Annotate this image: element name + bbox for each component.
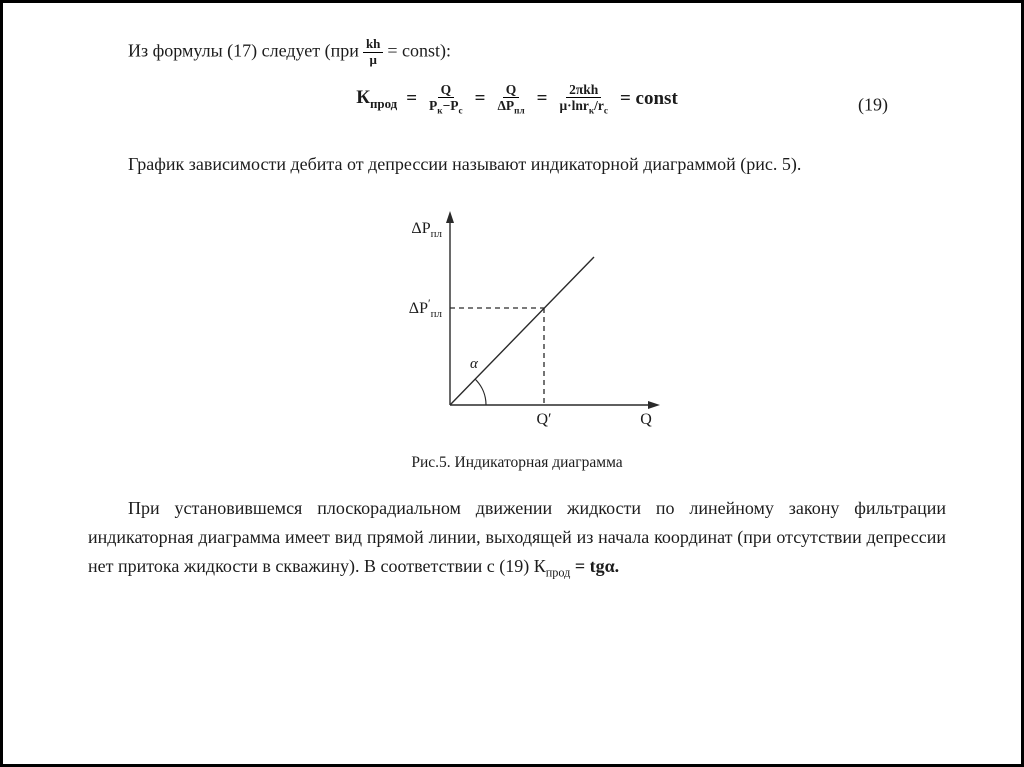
angle-alpha-label: α [470,356,478,373]
y-axis-label-sub: пл [430,228,442,241]
equals-sign: = [406,88,418,110]
fraction-denominator [494,98,527,116]
fraction-numerator: kh [363,37,383,53]
formula-token: /r [594,98,604,114]
k-prod-term [356,87,397,112]
x-axis-label: Q [640,411,652,429]
formula-const: = const [619,88,678,110]
formula-token: −P [442,98,459,114]
point-label-sub: пл [430,308,442,321]
intro-text-before: Из формулы (17) следует (при [128,40,359,61]
indicator-diagram [362,205,672,433]
formula-19-row [88,82,946,128]
indicator-line [450,257,594,405]
intro-text-after: = const): [387,40,452,61]
point-label-prime: ′ [427,296,431,311]
fraction-3 [556,82,611,117]
q-prime-label: Q′ [536,411,552,429]
tg-alpha-formula: = tgα. [570,556,620,577]
fraction-denominator: μ [369,51,377,67]
point-ordinate-label [409,296,443,320]
formula-token: μ·lnr [559,98,589,114]
figure-5 [88,205,946,472]
y-axis-arrow-icon [446,211,454,223]
formula-subscript: с [458,106,463,117]
formula-subscript: пл [514,106,525,117]
formula-token: ΔP [497,98,515,114]
fraction-numerator: Q [503,82,520,99]
formula-subscript: прод [369,95,398,111]
formula-token: К [356,86,370,108]
slide-content [88,37,946,584]
y-axis-label [411,220,442,240]
fraction-2 [494,82,527,117]
figure-caption: Рис.5. Индикаторная диаграмма [411,454,623,472]
formula-token: P [429,98,438,114]
k-prod-subscript: прод [545,565,571,580]
point-label-main: ΔP [408,300,428,318]
angle-arc [475,379,486,405]
intro-paragraph [88,37,946,68]
fraction-1 [426,82,466,117]
formula-subscript: с [603,106,608,117]
fraction-denominator [426,98,466,116]
formula-subscript: к [588,106,595,117]
paragraph-1: График зависимости дебита от депрессии называют индикаторной диаграммой (рис. 5). [128,153,802,174]
y-axis-label-main: ΔP [411,220,431,238]
fraction-numerator: Q [438,82,455,99]
paragraph-2 [88,494,946,584]
fraction-numerator: 2πkh [566,82,601,99]
equation-number: (19) [858,94,888,115]
formula-subscript: к [437,106,443,117]
formula-19 [356,82,678,117]
inline-fraction-kh-mu [363,37,383,68]
x-axis-arrow-icon [648,401,660,409]
fraction-denominator [556,98,611,116]
equals-sign: = [474,88,486,110]
paragraph-2-text: При установившемся плоскорадиальном движении жидкости по линейному закону фильтрации индикаторная диаграмма имеет вид прямой линии, выходящей из начала координат (при отсутствии депрессии нет притока жидкости в скважину). В соответствии с (19) К [88,498,946,577]
equals-sign: = [536,88,548,110]
